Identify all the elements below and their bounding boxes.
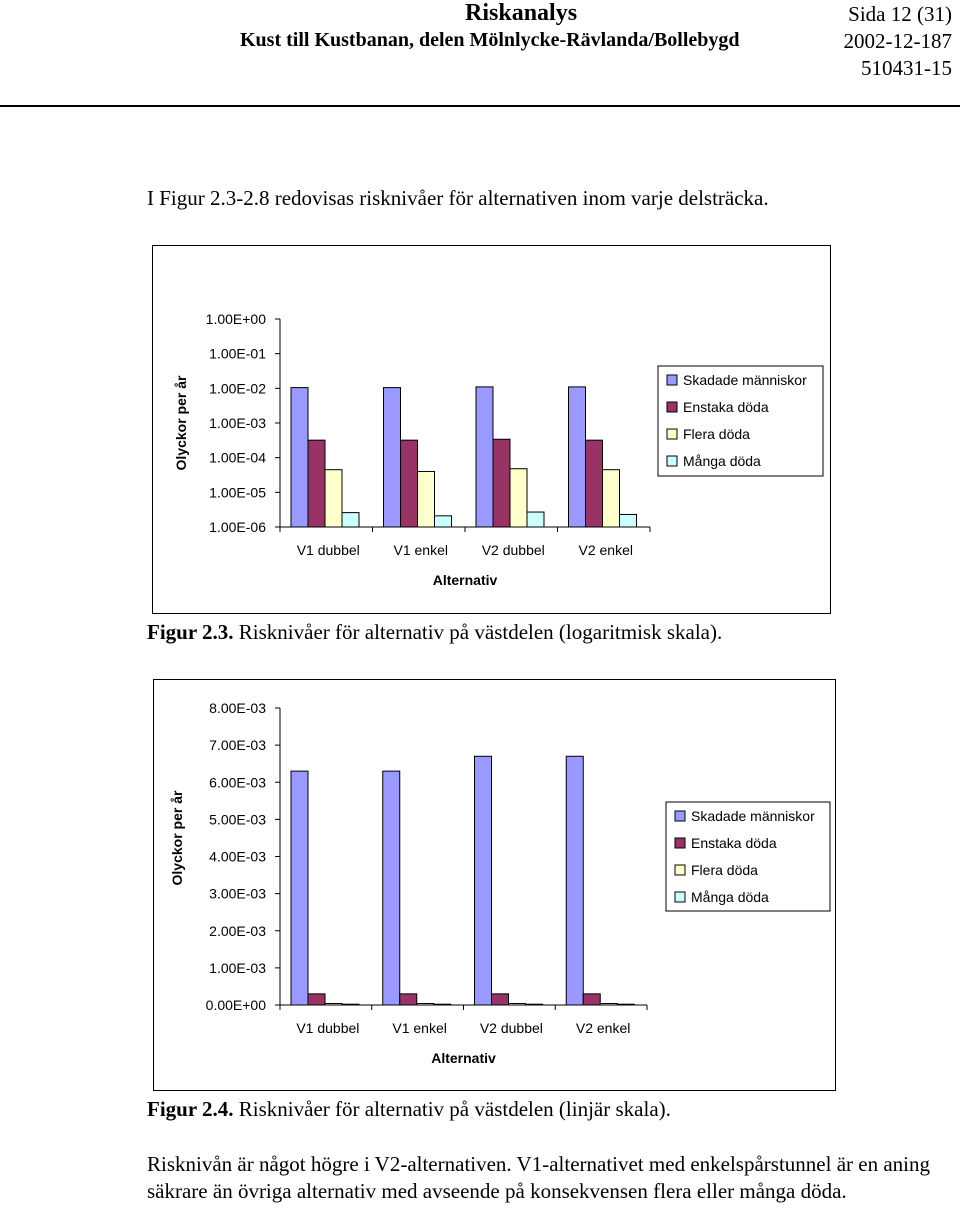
y-tick-label: 5.00E-03 bbox=[209, 811, 266, 828]
bar-manga bbox=[434, 1004, 451, 1005]
bar-skadade bbox=[476, 387, 493, 527]
page-number: Sida 12 (31) bbox=[848, 2, 952, 26]
body-paragraph: Risknivån är något högre i V2-alternativen. V1-alternativet med enkelspårstunnel är en aning säkrare än övriga alternativ med avseende på konsekvensen flera eller många döda. bbox=[147, 1152, 930, 1203]
x-category-label: V2 enkel bbox=[575, 1020, 631, 1036]
bar-skadade bbox=[291, 771, 308, 1005]
header-title: Riskanalys bbox=[465, 0, 578, 26]
x-axis-title: Alternativ bbox=[432, 572, 498, 588]
y-tick-label: 1.00E-02 bbox=[209, 380, 266, 397]
legend-swatch-flera bbox=[675, 865, 685, 875]
legend-label: Många döda bbox=[683, 453, 761, 469]
bar-enstaka bbox=[586, 440, 603, 527]
caption-figure-2-3 bbox=[147, 620, 722, 645]
y-tick-label: 3.00E-03 bbox=[209, 885, 266, 902]
y-axis-title: Olyckor per år bbox=[173, 375, 189, 471]
legend-swatch-enstaka bbox=[667, 402, 677, 412]
intro-text: I Figur 2.3-2.8 redovisas risknivåer för alternativen inom varje delsträcka. bbox=[147, 186, 769, 210]
header-subtitle: Kust till Kustbanan, delen Mölnlycke-Rävlanda/Bollebygd bbox=[240, 29, 740, 51]
bar-enstaka bbox=[308, 440, 325, 527]
bar-skadade bbox=[569, 387, 586, 527]
bar-skadade bbox=[291, 388, 308, 527]
y-tick-label: 1.00E-01 bbox=[209, 345, 266, 362]
y-tick-label: 7.00E-03 bbox=[209, 737, 266, 754]
bar-enstaka bbox=[401, 440, 418, 527]
legend-swatch-enstaka bbox=[675, 838, 685, 848]
header-date: 2002-12-187 bbox=[843, 29, 952, 53]
x-category-label: V1 dubbel bbox=[296, 542, 360, 558]
bar-skadade bbox=[566, 756, 583, 1005]
bar-skadade bbox=[384, 388, 401, 527]
x-category-label: V2 enkel bbox=[578, 542, 633, 558]
bar-flera bbox=[509, 1004, 526, 1005]
y-tick-label: 1.00E-03 bbox=[209, 959, 266, 976]
x-category-label: V1 enkel bbox=[393, 542, 448, 558]
bar-flera bbox=[325, 1004, 342, 1005]
chart-log bbox=[153, 246, 830, 613]
legend-swatch-flera bbox=[667, 429, 677, 439]
y-axis-title: Olyckor per år bbox=[169, 790, 185, 886]
bar-enstaka bbox=[400, 994, 417, 1005]
legend-label: Enstaka döda bbox=[691, 835, 777, 851]
header-doc-number: 510431-15 bbox=[861, 56, 952, 80]
bar-enstaka bbox=[492, 994, 509, 1005]
bar-enstaka bbox=[308, 994, 325, 1005]
x-axis-title: Alternativ bbox=[431, 1050, 496, 1066]
bar-enstaka bbox=[583, 994, 600, 1005]
bar-manga bbox=[617, 1004, 634, 1005]
y-tick-label: 1.00E-05 bbox=[209, 484, 266, 501]
caption-text: Risknivåer för alternativ på västdelen (linjär skala). bbox=[233, 1097, 671, 1121]
y-tick-label: 8.00E-03 bbox=[209, 700, 266, 716]
bar-enstaka bbox=[493, 439, 510, 527]
caption-text: Risknivåer för alternativ på västdelen (logaritmisk skala). bbox=[233, 620, 723, 644]
legend-label: Skadade människor bbox=[691, 808, 815, 824]
chart-log-frame bbox=[152, 245, 831, 614]
legend-label: Flera döda bbox=[683, 426, 750, 442]
legend-swatch-skadade bbox=[675, 811, 685, 821]
bar-manga bbox=[435, 516, 452, 527]
bar-skadade bbox=[383, 771, 400, 1005]
y-tick-label: 0.00E+00 bbox=[205, 997, 266, 1013]
caption-figure-2-4 bbox=[147, 1097, 671, 1122]
chart-linear-frame bbox=[153, 679, 836, 1091]
legend-label: Flera döda bbox=[691, 862, 758, 878]
bar-flera bbox=[325, 470, 342, 527]
x-category-label: V2 dubbel bbox=[479, 1020, 543, 1036]
bar-manga bbox=[342, 513, 359, 527]
caption-label: Figur 2.3. bbox=[147, 620, 234, 644]
bar-flera bbox=[510, 469, 527, 527]
y-tick-label: 2.00E-03 bbox=[209, 922, 266, 939]
bar-manga bbox=[620, 514, 637, 527]
y-tick-label: 4.00E-03 bbox=[209, 848, 266, 865]
chart-linear bbox=[154, 680, 835, 1090]
bar-flera bbox=[600, 1004, 617, 1005]
bar-flera bbox=[603, 470, 620, 527]
bar-flera bbox=[418, 471, 435, 527]
legend-swatch-manga bbox=[675, 892, 685, 902]
x-category-label: V1 enkel bbox=[392, 1020, 447, 1036]
bar-flera bbox=[417, 1004, 434, 1005]
legend-swatch-manga bbox=[667, 456, 677, 466]
x-category-label: V2 dubbel bbox=[481, 542, 545, 558]
legend-label: Många döda bbox=[691, 889, 769, 905]
legend-label: Skadade människor bbox=[683, 372, 807, 388]
header-rule bbox=[0, 105, 960, 107]
bar-manga bbox=[342, 1004, 359, 1005]
x-category-label: V1 dubbel bbox=[296, 1020, 360, 1036]
caption-label: Figur 2.4. bbox=[147, 1097, 234, 1121]
y-tick-label: 1.00E-04 bbox=[209, 449, 266, 466]
y-tick-label: 1.00E-03 bbox=[209, 415, 266, 431]
legend-swatch-skadade bbox=[667, 375, 677, 385]
y-tick-label: 1.00E-06 bbox=[209, 519, 266, 535]
legend-label: Enstaka döda bbox=[683, 399, 769, 415]
bar-manga bbox=[527, 512, 544, 527]
y-tick-label: 6.00E-03 bbox=[209, 774, 266, 791]
bar-skadade bbox=[475, 756, 492, 1005]
bar-manga bbox=[526, 1004, 543, 1005]
y-tick-label: 1.00E+00 bbox=[205, 311, 266, 327]
